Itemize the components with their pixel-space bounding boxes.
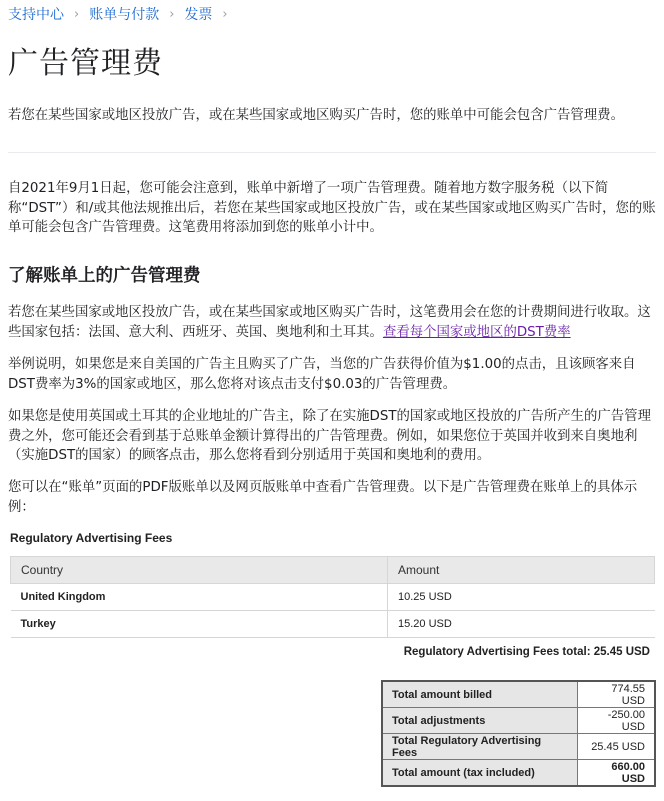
- summary-label: Total amount billed: [382, 681, 578, 708]
- summary-row: [382, 760, 655, 787]
- paragraph-countries-text: 若您在某些国家或地区投放广告，或在某些国家或地区购买广告时，这笔费用会在您的计费期间进行收取。这些国家包括：法国、意大利、西班牙、英国、奥地利和土耳其。: [8, 305, 651, 340]
- summary-row: [382, 681, 655, 708]
- summary-value: -250.00 USD: [578, 708, 656, 734]
- paragraph-effective-date: 自2021年9月1日起，您可能会注意到，账单中新增了一项广告管理费。随着地方数字服务税（以下简称“DST”）和/或其他法规推出后，若您在某些国家或地区投放广告，或在某些国家或地区购买广告时，您的账单可能会包含广告管理费。这笔费用将添加到您的账单小计中。: [8, 181, 656, 235]
- row-amount: 10.25 USD: [388, 584, 655, 611]
- column-header-country: Country: [11, 557, 388, 584]
- breadcrumb-link-support-center[interactable]: 支持中心: [8, 7, 64, 23]
- summary-label: Total adjustments: [382, 708, 578, 734]
- summary-value: 25.45 USD: [578, 734, 656, 760]
- row-country: United Kingdom: [11, 584, 388, 611]
- section-heading: 了解账单上的广告管理费: [8, 266, 201, 286]
- divider: [8, 152, 656, 153]
- paragraph-countries: [8, 303, 656, 342]
- row-amount: 15.20 USD: [388, 611, 655, 638]
- column-header-amount: Amount: [388, 557, 655, 584]
- row-country: Turkey: [11, 611, 388, 638]
- intro-paragraph: 若您在某些国家或地区投放广告，或在某些国家或地区购买广告时，您的账单中可能会包含广告管理费。: [8, 108, 624, 123]
- page-title: 广告管理费: [8, 46, 163, 81]
- table-row: [11, 611, 655, 638]
- paragraph-where-to-see: 您可以在“账单”页面的PDF版账单以及网页版账单中查看广告管理费。以下是广告管理费在账单上的具体示例：: [8, 480, 638, 515]
- chevron-right-icon: ›: [169, 6, 175, 22]
- paragraph-example: 举例说明，如果您是来自美国的广告主且购买了广告，当您的广告获得价值为$1.00的点击，且该顾客来自DST费率为3%的国家或地区，那么您将对该点击支付$0.03的广告管理费。: [8, 357, 636, 392]
- summary-label: Total amount (tax included): [382, 760, 578, 787]
- summary-row: [382, 708, 655, 734]
- paragraph-uk-turkey: 如果您是使用英国或土耳其的企业地址的广告主，除了在实施DST的国家或地区投放的广告所产生的广告管理费之外，您可能还会看到基于总账单金额计算得出的广告管理费。例如，如果您位于英国并收到来自奥地利（实施DST的国家）的顾客点击，那么您将看到分别适用于英国和奥地利的费用。: [8, 409, 651, 463]
- dst-rates-link[interactable]: 查看每个国家或地区的DST费率: [382, 324, 571, 340]
- breadcrumb-link-invoices[interactable]: 发票: [184, 7, 213, 23]
- breadcrumb-link-billing[interactable]: 账单与付款: [89, 7, 160, 23]
- fees-total-line: Regulatory Advertising Fees total: 25.45 USD: [403, 646, 650, 658]
- summary-value: 660.00 USD: [578, 760, 656, 787]
- summary-label: Total Regulatory Advertising Fees: [382, 734, 578, 760]
- chevron-right-icon: ›: [222, 6, 228, 22]
- billing-summary-table: [381, 680, 656, 787]
- example-fees-table: [10, 556, 655, 638]
- table-header-row: [11, 557, 655, 584]
- summary-value: 774.55 USD: [578, 681, 656, 708]
- summary-row: [382, 734, 655, 760]
- example-fees-title: Regulatory Advertising Fees: [10, 531, 173, 545]
- chevron-right-icon: ›: [74, 6, 80, 22]
- breadcrumb: [8, 4, 238, 24]
- table-row: [11, 584, 655, 611]
